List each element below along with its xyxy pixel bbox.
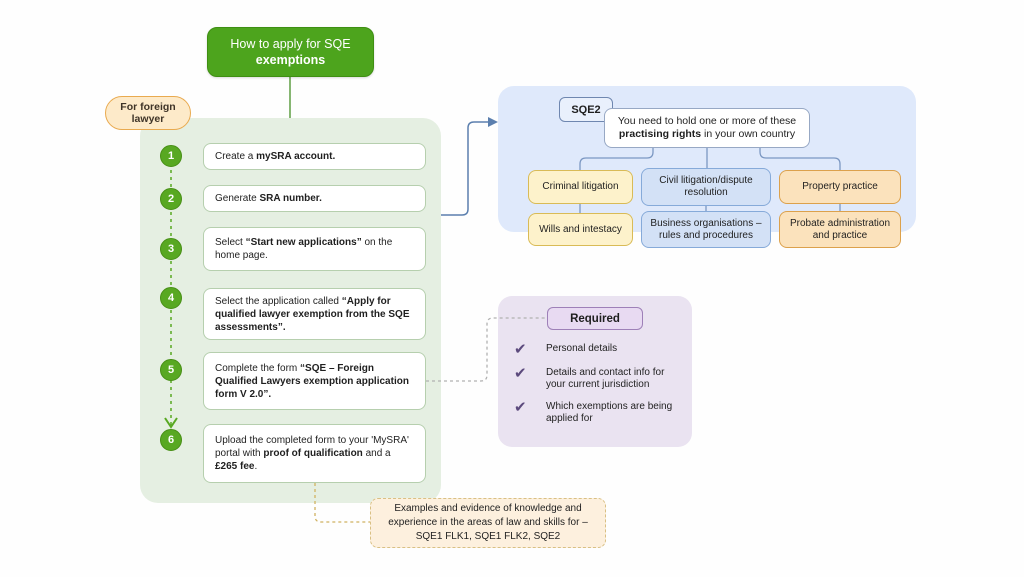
checklist-line: Which exemptions are being [546, 401, 673, 412]
evidence-note-box [370, 498, 606, 548]
checklist-item-personal-details [514, 343, 684, 357]
step-text-1: Create a mySRA account. [215, 151, 336, 162]
check-icon: ✔ [514, 399, 527, 416]
practice-area-criminal-litigation [528, 170, 633, 204]
evidence-note-line2: experience in the areas of law and skills for – [388, 517, 588, 528]
step-circle-4 [160, 287, 182, 309]
practice-area-wills-intestacy [528, 213, 633, 246]
checklist-line: your current jurisdiction [546, 379, 650, 390]
practice-area-label: Criminal litigation [542, 181, 619, 192]
step-number-2: 2 [167, 193, 175, 205]
checklist-item-text [546, 367, 664, 391]
checklist-line: applied for [546, 413, 593, 424]
practising-rights-line2: practising rights in your own country [618, 128, 796, 140]
sqe2-arrowhead-icon [488, 117, 498, 127]
practice-area-label: Civil litigation/dispute resolution [659, 175, 753, 198]
practice-area-label: Probate administration and practice [789, 217, 891, 241]
checklist-line: Personal details [546, 343, 618, 354]
required-title-text: Required [570, 312, 620, 325]
step-text-4: Select the application called “Apply for qualified lawyer exemption from the SQE assessments”. [215, 295, 410, 333]
practice-area-label: Wills and intestacy [539, 223, 622, 235]
checklist-item-exemptions [514, 401, 684, 425]
step-number-6: 6 [167, 434, 175, 446]
practice-area-property-practice [779, 170, 901, 204]
step-number-5: 5 [167, 364, 175, 376]
required-title-box [547, 307, 643, 330]
step-text-2: Generate SRA number. [215, 193, 322, 204]
check-icon: ✔ [514, 365, 527, 382]
practice-area-civil-litigation [641, 168, 771, 206]
diagram-title-line1: How to apply for SQE [230, 37, 351, 51]
step-box-3 [203, 227, 426, 271]
checklist-line: Details and contact info for [546, 367, 665, 378]
practice-area-probate-administration [779, 211, 901, 248]
step-circle-6 [160, 429, 182, 451]
evidence-note-line3: SQE1 FLK1, SQE1 FLK2, SQE2 [415, 531, 561, 542]
step-text-5: Complete the form “SQE – Foreign Qualified Lawyers exemption application form V 2.0”. [215, 362, 409, 400]
step-text-6: Upload the completed form to your 'MySRA' portal with proof of qualification and a £265 fee. [215, 435, 409, 472]
practice-area-label: Property practice [802, 181, 878, 192]
step-circle-1 [160, 145, 182, 167]
sqe2-label-text: SQE2 [571, 103, 601, 116]
check-icon: ✔ [514, 341, 527, 358]
practice-area-business-organisations [641, 211, 771, 248]
sqe2-connector-line [441, 122, 489, 215]
practising-rights-note [604, 108, 810, 148]
step-box-4 [203, 288, 426, 340]
step-number-3: 3 [167, 243, 175, 255]
evidence-note-line1: Examples and evidence of knowledge and [394, 503, 582, 514]
step-box-1 [203, 143, 426, 170]
step-number-4: 4 [167, 292, 175, 304]
checklist-item-text [546, 401, 672, 425]
badge-line2: lawyer [131, 113, 165, 125]
practising-rights-line1: You need to hold one or more of these [617, 115, 797, 127]
step-circle-5 [160, 359, 182, 381]
checklist-item-text [546, 343, 617, 355]
foreign-lawyer-badge [105, 96, 191, 130]
diagram-title [207, 27, 374, 77]
step-number-1: 1 [167, 150, 175, 162]
practice-area-label: Business organisations – rules and procedures [650, 217, 762, 241]
step-box-2 [203, 185, 426, 212]
checklist-item-contact-info [514, 367, 684, 391]
required-checklist [514, 343, 684, 425]
badge-line1: For foreign [120, 101, 176, 113]
step-box-5 [203, 352, 426, 410]
step-circle-3 [160, 238, 182, 260]
diagram-title-line2: exemptions [255, 53, 326, 67]
step-text-3: Select “Start new applications” on the home page. [215, 237, 393, 261]
step-box-6 [203, 424, 426, 483]
step-circle-2 [160, 188, 182, 210]
